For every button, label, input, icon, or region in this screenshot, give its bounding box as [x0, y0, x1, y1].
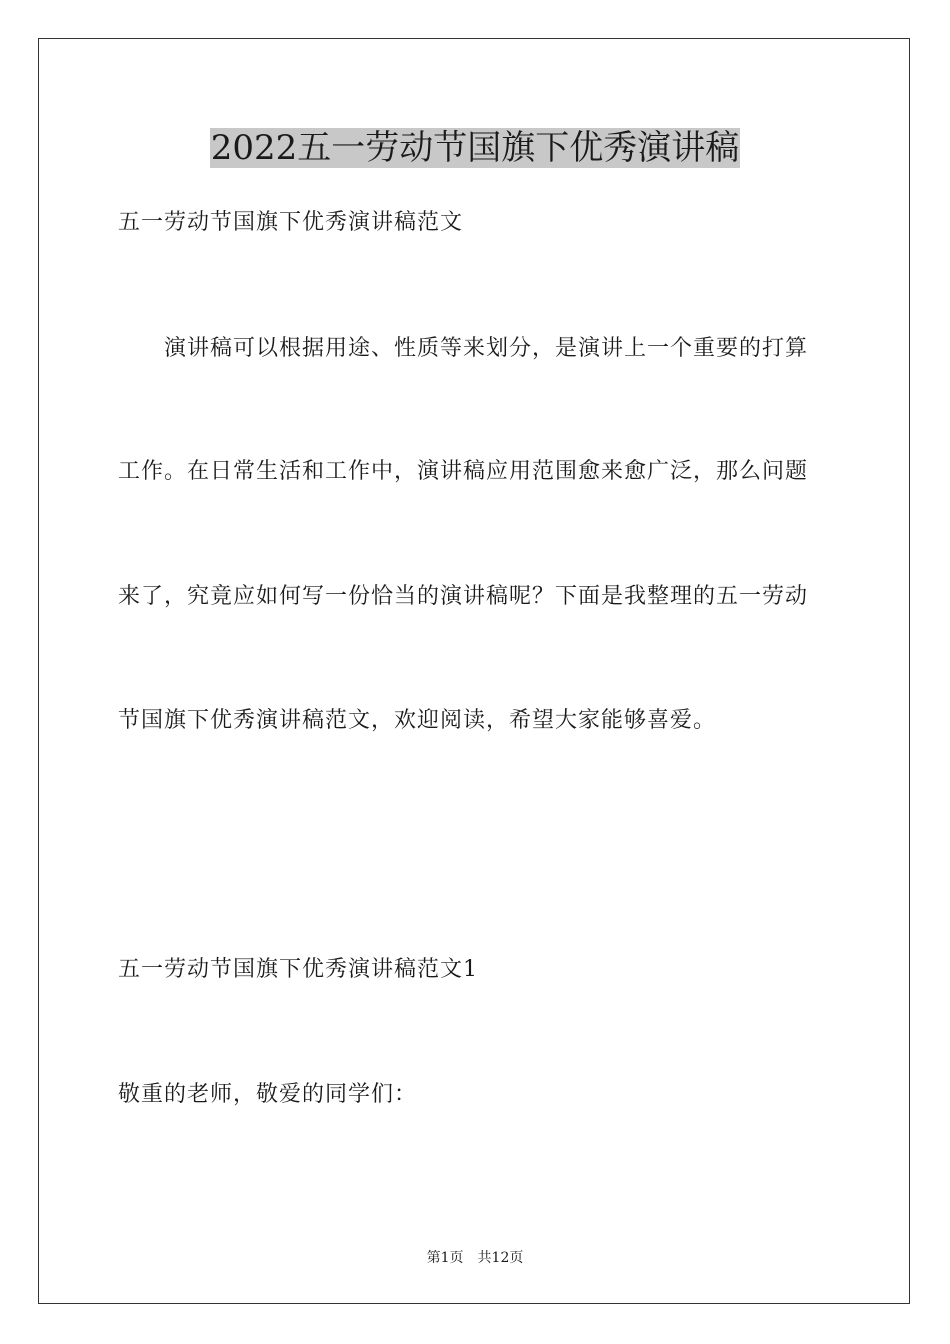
intro-line-3: 来了，究竟应如何写一份恰当的演讲稿呢？下面是我整理的五一劳动	[118, 584, 809, 609]
salutation: 敬重的老师，敬爱的同学们：	[118, 1082, 418, 1107]
section-heading: 五一劳动节国旗下优秀演讲稿范文1	[118, 957, 478, 982]
intro-line-4: 节国旗下优秀演讲稿范文，欢迎阅读，希望大家能够喜爱。	[118, 708, 717, 733]
page-number-current: 第1页	[426, 1250, 464, 1266]
document-title	[0, 126, 950, 170]
intro-line-2: 工作。在日常生活和工作中，演讲稿应用范围愈来愈广泛，那么问题	[118, 459, 809, 484]
document-subtitle: 五一劳动节国旗下优秀演讲稿范文	[118, 210, 464, 235]
page-footer	[0, 1248, 950, 1268]
intro-line-1: 演讲稿可以根据用途、性质等来划分，是演讲上一个重要的打算	[164, 336, 809, 361]
document-title-text: 2022五一劳动节国旗下优秀演讲稿	[210, 128, 740, 168]
page-number-total: 共12页	[477, 1250, 524, 1266]
